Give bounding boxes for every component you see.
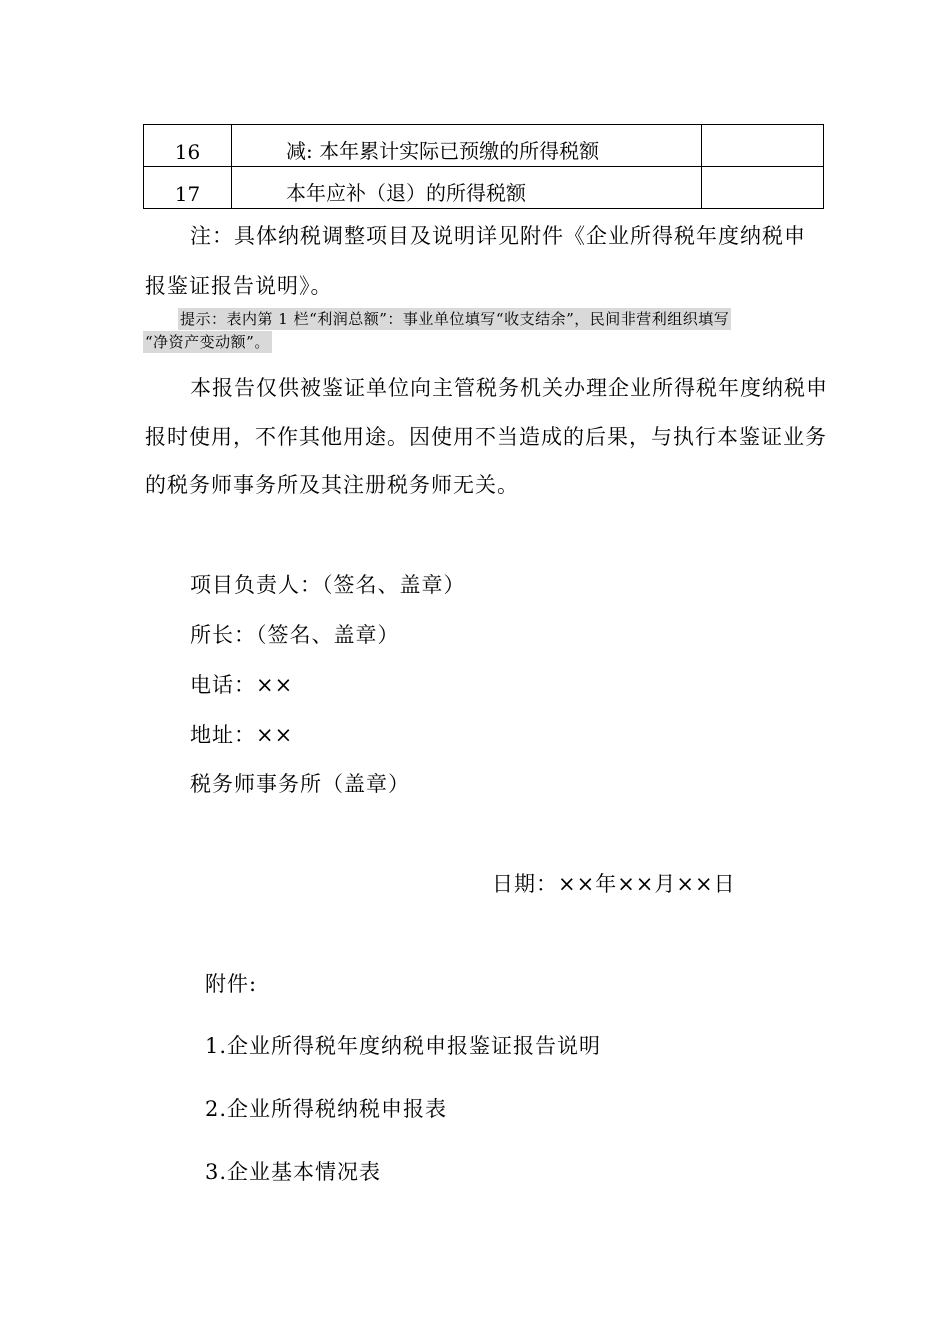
- phone-field: 电话：××: [190, 673, 294, 697]
- table-row: [144, 125, 824, 167]
- statement-line-1: 本报告仅供被鉴证单位向主管税务机关办理企业所得税年度纳税申: [190, 376, 828, 400]
- attachment-item: 1.企业所得税年度纳税申报鉴证报告说明: [205, 1034, 602, 1058]
- hint-line-2: “净资产变动额”。: [145, 333, 270, 351]
- statement-line-3: 的税务师事务所及其注册税务师无关。: [145, 473, 519, 497]
- address-field: 地址：××: [190, 723, 294, 747]
- row-number: 17: [144, 167, 232, 209]
- firm-seal: 税务师事务所（盖章）: [190, 772, 410, 796]
- director-signature: 所长：（签名、盖章）: [190, 623, 400, 647]
- attachments-heading: 附件:: [205, 972, 258, 996]
- row-value: [702, 167, 824, 209]
- project-lead-signature: 项目负责人：（签名、盖章）: [190, 573, 466, 597]
- report-date: 日期：××年××月××日: [492, 872, 736, 896]
- row-item: 本年应补（退）的所得税额: [232, 167, 702, 209]
- row-item: 减: 本年累计实际已预缴的所得税额: [232, 125, 702, 167]
- note-line-1: 注：具体纳税调整项目及说明详见附件《企业所得税年度纳税申: [190, 224, 806, 248]
- table-row: [144, 167, 824, 209]
- note-line-2: 报鉴证报告说明》。: [145, 274, 333, 298]
- attachment-item: 3.企业基本情况表: [205, 1160, 382, 1184]
- attachment-item: 2.企业所得税纳税申报表: [205, 1097, 448, 1121]
- row-number: 16: [144, 125, 232, 167]
- row-value: [702, 125, 824, 167]
- tax-table: [143, 124, 824, 209]
- statement-line-2: 报时使用，不作其他用途。因使用不当造成的后果，与执行本鉴证业务: [145, 425, 827, 449]
- hint-line-1: 提示：表内第 1 栏“利润总额”：事业单位填写“收支结余”，民间非营利组织填写: [180, 310, 730, 328]
